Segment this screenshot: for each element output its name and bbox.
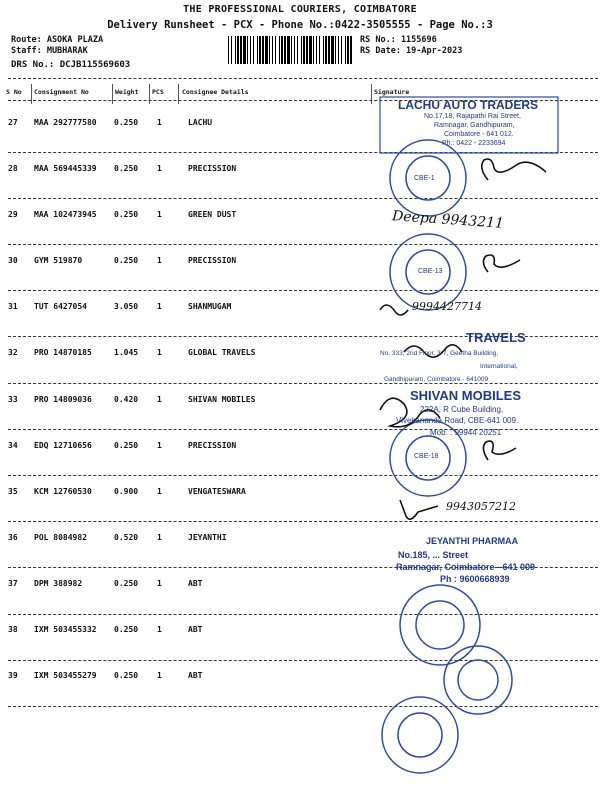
row-pcs: 1 <box>157 348 162 357</box>
row-weight: 0.250 <box>114 441 139 450</box>
row-pcs: 1 <box>157 487 162 496</box>
runsheet-subtitle: Delivery Runsheet - PCX - Phone No.:0422-3505555 - Page No.:3 <box>107 19 493 31</box>
row-sno: 30 <box>8 256 18 265</box>
rs-number: RS No.: 1155696 <box>360 35 437 45</box>
handwritten-phone-29: Deepa 9943211 <box>391 208 505 232</box>
row-pcs: 1 <box>157 671 162 680</box>
row-sno: 39 <box>8 671 18 680</box>
row-sno: 27 <box>8 118 18 127</box>
row-consignee: PRECISSION <box>188 441 237 450</box>
jeyanthi-stamp-name: JEYANTHI PHARMAA <box>426 536 519 546</box>
rs-date: RS Date: 19-Apr-2023 <box>360 46 463 56</box>
global-stamp-line: No. 333, 2nd Floor, 3-7, Geetha Building, <box>380 350 499 357</box>
row-sno: 38 <box>8 625 18 634</box>
signature-34 <box>483 441 516 460</box>
signature-31 <box>380 305 408 315</box>
row-consignment-no: EDQ 12710656 <box>34 441 92 450</box>
row-consignment-no: IXM 503455279 <box>34 671 97 680</box>
col-header-consignee: Consignee Details <box>182 88 249 96</box>
col-header-consignment: Consignment No <box>34 88 89 96</box>
row-pcs: 1 <box>157 441 162 450</box>
row-pcs: 1 <box>157 579 162 588</box>
row-weight: 0.250 <box>114 256 139 265</box>
row-weight: 0.250 <box>114 625 139 634</box>
row-pcs: 1 <box>157 625 162 634</box>
row-consignee: PRECISSION <box>188 164 237 173</box>
row-pcs: 1 <box>157 533 162 542</box>
row-consignee: ABT <box>188 579 203 588</box>
row-consignee: ABT <box>188 625 203 634</box>
row-pcs: 1 <box>157 302 162 311</box>
col-header-signature: Signature <box>374 88 410 96</box>
row-consignment-no: DPM 388982 <box>34 579 83 588</box>
row-consignment-no: GYM 519870 <box>34 256 83 265</box>
company-seal-2 <box>444 646 512 714</box>
row-weight: 0.250 <box>114 164 139 173</box>
row-consignee: GLOBAL TRAVELS <box>188 348 256 357</box>
global-stamp-line: Gandhipuram, Coimbatore - 641009 <box>384 376 489 383</box>
row-consignment-no: POL 8084982 <box>34 533 87 542</box>
row-weight: 0.420 <box>114 395 139 404</box>
row-consignee: LACHU <box>188 118 213 127</box>
shivan-stamp-line: 222A, R Cube Building, <box>420 405 504 414</box>
lachu-stamp-line: No.17,18, Rajapathi Rai Street, <box>424 113 521 120</box>
row-weight: 0.250 <box>114 210 139 219</box>
shivan-stamp-line: Vivekananda Road, CBE-641 009. <box>396 416 519 425</box>
global-stamp-line: International, <box>480 363 518 370</box>
signature-35 <box>400 500 438 519</box>
col-header-pcs: PCS <box>152 88 164 96</box>
row-weight: 0.520 <box>114 533 139 542</box>
row-pcs: 1 <box>157 395 162 404</box>
signature-27 <box>482 159 546 180</box>
row-consignment-no: MAA 569445339 <box>34 164 97 173</box>
row-consignment-no: TUT 6427054 <box>34 302 87 311</box>
row-consignment-no: KCM 12760530 <box>34 487 92 496</box>
row-sno: 32 <box>8 348 18 357</box>
route-label: Route: ASOKA PLAZA <box>11 35 104 45</box>
handwritten-phone-31: 9994427714 <box>412 300 482 313</box>
row-pcs: 1 <box>157 118 162 127</box>
row-sno: 28 <box>8 164 18 173</box>
row-sno: 37 <box>8 579 18 588</box>
company-title: THE PROFESSIONAL COURIERS, COIMBATORE <box>183 4 417 15</box>
jeyanthi-stamp-line: No.185, ... Street <box>398 550 469 560</box>
row-consignee: GREEN DUST <box>188 210 237 219</box>
row-weight: 0.900 <box>114 487 139 496</box>
global-stamp-name: TRAVELS <box>466 330 526 345</box>
row-weight: 1.045 <box>114 348 139 357</box>
row-pcs: 1 <box>157 164 162 173</box>
row-consignee: JEYANTHI <box>188 533 227 542</box>
handwritten-phone-35: 9943057212 <box>446 500 516 513</box>
row-pcs: 1 <box>157 210 162 219</box>
row-sno: 35 <box>8 487 18 496</box>
lachu-stamp-line: Ramnagar, Gandhipuram, <box>434 122 515 129</box>
company-seal-1 <box>400 585 480 665</box>
row-sno: 34 <box>8 441 18 450</box>
row-consignee: SHIVAN MOBILES <box>188 395 256 404</box>
row-weight: 0.250 <box>114 671 139 680</box>
row-pcs: 1 <box>157 256 162 265</box>
row-sno: 36 <box>8 533 18 542</box>
row-consignee: ABT <box>188 671 203 680</box>
company-seal-3 <box>382 697 458 773</box>
staff-label: Staff: MUBHARAK <box>11 46 88 56</box>
jeyanthi-stamp-line: Ph : 9600668939 <box>440 574 510 584</box>
row-weight: 3.050 <box>114 302 139 311</box>
row-weight: 0.250 <box>114 579 139 588</box>
row-consignee: SHANMUGAM <box>188 302 232 311</box>
row-consignment-no: PRO 14809036 <box>34 395 92 404</box>
row-sno: 29 <box>8 210 18 219</box>
row-consignment-no: MAA 102473945 <box>34 210 97 219</box>
col-header-sno: S No <box>6 88 22 96</box>
row-consignment-no: MAA 292777580 <box>34 118 97 127</box>
row-consignee: PRECISSION <box>188 256 237 265</box>
drs-number: DRS No.: DCJB115569603 <box>11 60 131 70</box>
precision-stamp-3-label: CBE-18 <box>414 453 439 460</box>
row-consignment-no: PRO 14870185 <box>34 348 92 357</box>
row-weight: 0.250 <box>114 118 139 127</box>
col-header-weight: Weight <box>115 88 139 96</box>
precision-stamp-1-label: CBE-1 <box>414 175 435 182</box>
jeyanthi-stamp-line: Ramnagar, Coimbatore - 641 009 <box>396 562 536 572</box>
precision-stamp-2-label: CBE-13 <box>418 268 443 275</box>
signature-30 <box>483 255 520 272</box>
shivan-stamp-name: SHIVAN MOBILES <box>410 388 521 403</box>
shivan-stamp-line: Mob. : 99944 20251 <box>430 428 502 437</box>
row-consignee: VENGATESWARA <box>188 487 246 496</box>
row-sno: 31 <box>8 302 18 311</box>
lachu-stamp-line: Coimbatore - 641 012. <box>444 131 514 138</box>
row-consignment-no: IXM 503455332 <box>34 625 97 634</box>
row-sno: 33 <box>8 395 18 404</box>
lachu-stamp-line: Ph.: 0422 - 2233694 <box>442 140 506 147</box>
lachu-stamp-name: LACHU AUTO TRADERS <box>398 98 538 112</box>
